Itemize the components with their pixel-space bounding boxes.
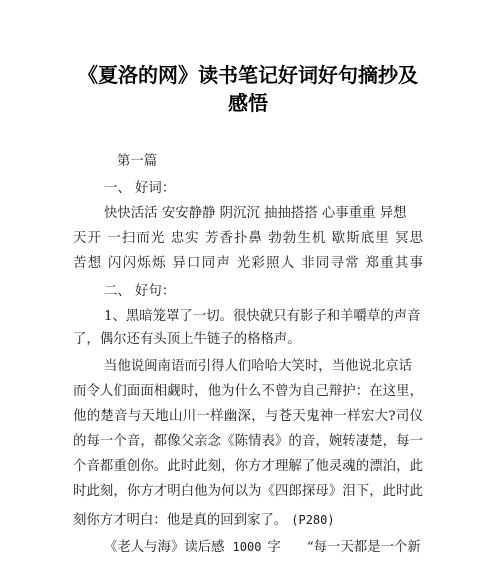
- paragraph-line-3: 他的楚音与天地山川一样幽深，与苍天鬼神一样宏大?司仪: [73, 409, 423, 424]
- sentence1-line-1: 1、黑暗笼罩了一切。很快就只有影子和羊嚼草的声音: [104, 309, 421, 324]
- sentence1-line-2: 了，偶尔还有头顶上牛链子的格格声。: [73, 332, 301, 347]
- document-title-line-1: 《夏洛的网》读书笔记好词好句摘抄及: [78, 63, 418, 87]
- bottom-left-unit: 字: [267, 540, 281, 555]
- paragraph-line-1: 当他说闽南语而引得人们哈哈大笑时，当他说北京话: [104, 359, 412, 374]
- paragraph-line-2: 而令人们面面相觑时，他为什么不曾为自己辩护：在这里，: [73, 384, 423, 399]
- paragraph-line-7-text: 刻你方才明白：他是真的回到家了。: [73, 513, 288, 528]
- bottom-left-text: 《老人与海》读后感: [104, 540, 225, 555]
- paragraph-line-4: 的每一个音，都像父亲念《陈情表》的音，婉转凄楚，每一: [73, 434, 423, 449]
- paragraph-line-7: [73, 511, 335, 530]
- bottom-right-text: “每一天都是一个新: [306, 540, 421, 555]
- part1-heading: 一、 好词：: [104, 181, 176, 196]
- page-reference: (P280): [291, 513, 335, 527]
- paragraph-line-6: 时此刻，你方才明白他为何以为《四郎探母》泪下，此时此: [73, 484, 423, 499]
- words-line-1: 快快活活 安安静静 阴沉沉 抽抽搭搭 心事重重 异想: [104, 206, 407, 221]
- words-line-3: 苦想 闪闪烁烁 异口同声 光彩照人 非同寻常 郑重其事: [73, 256, 423, 271]
- paragraph-line-5: 个音都重创你。此时此刻，你方才理解了他灵魂的漂泊，此: [73, 459, 423, 474]
- section-heading: 第一篇: [117, 154, 158, 169]
- part2-heading: 二、 好句：: [104, 284, 176, 299]
- document-title-line-2: 感悟: [228, 91, 268, 115]
- words-line-2: 天开 一扫而光 忠实 芳香扑鼻 勃勃生机 歇斯底里 冥思: [73, 231, 423, 246]
- bottom-line: [104, 538, 421, 557]
- bottom-left-number: 1000: [232, 540, 262, 554]
